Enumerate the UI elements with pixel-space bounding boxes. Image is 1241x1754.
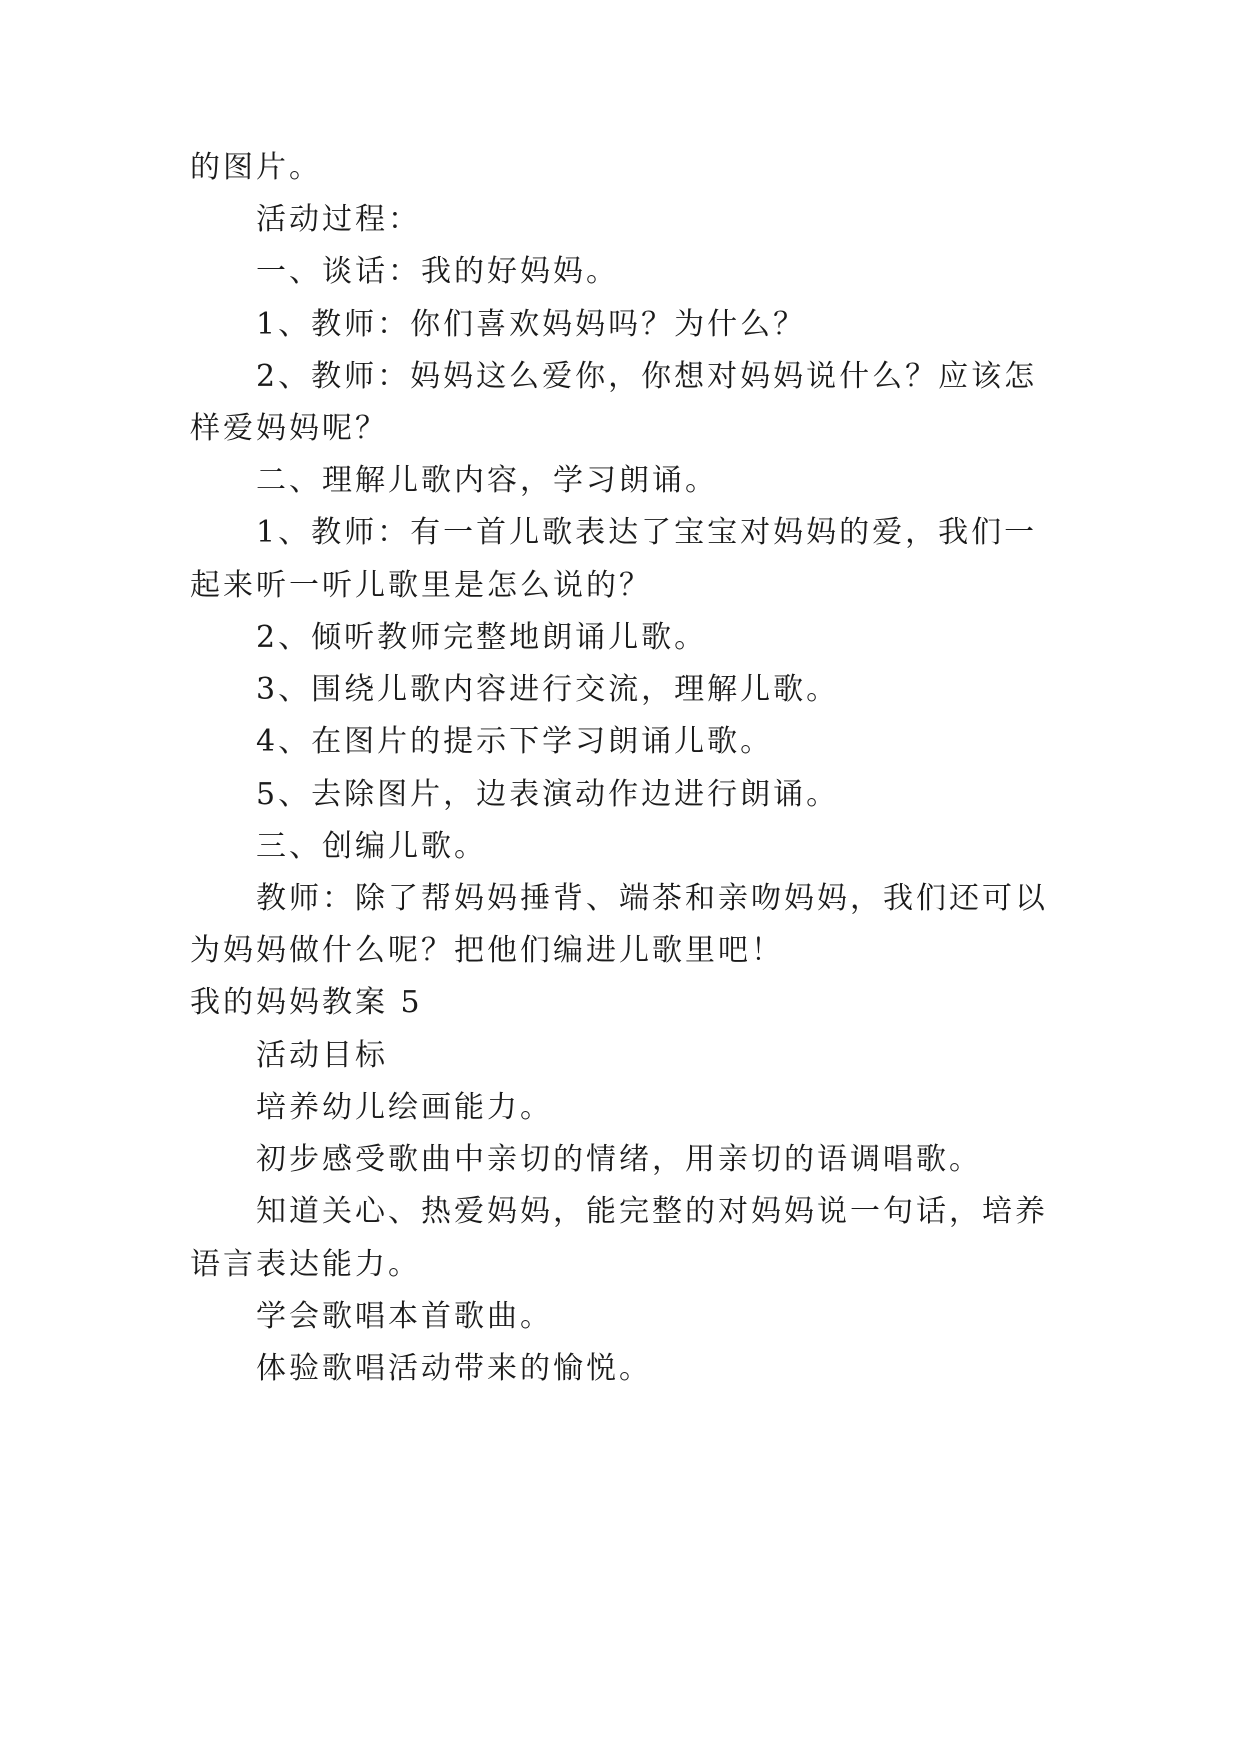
paragraph-line: 初步感受歌曲中亲切的情绪，用亲切的语调唱歌。 (256, 1142, 982, 1177)
section-heading: 一、谈话：我的好妈妈。 (256, 254, 619, 289)
paragraph-line: 2、倾听教师完整地朗诵儿歌。 (256, 620, 708, 655)
paragraph-line: 4、在图片的提示下学习朗诵儿歌。 (256, 724, 774, 759)
paragraph-line: 5、去除图片，边表演动作边进行朗诵。 (256, 777, 840, 812)
paragraph-line: 1、教师：你们喜欢妈妈吗？为什么？ (256, 307, 807, 342)
paragraph-line: 起来听一听儿歌里是怎么说的？ (190, 568, 652, 603)
section-heading: 二、理解儿歌内容，学习朗诵。 (256, 463, 718, 498)
paragraph-line: 学会歌唱本首歌曲。 (256, 1299, 553, 1334)
section-heading: 活动目标 (256, 1038, 388, 1073)
paragraph-line: 的图片。 (190, 150, 322, 185)
paragraph-line: 培养幼儿绘画能力。 (256, 1090, 553, 1125)
paragraph-line: 知道关心、热爱妈妈，能完整的对妈妈说一句话，培养 (256, 1194, 1048, 1229)
paragraph-line: 体验歌唱活动带来的愉悦。 (256, 1351, 652, 1386)
section-heading: 三、创编儿歌。 (256, 829, 487, 864)
paragraph-line: 教师：除了帮妈妈捶背、端茶和亲吻妈妈，我们还可以 (256, 881, 1048, 916)
paragraph-line: 1、教师：有一首儿歌表达了宝宝对妈妈的爱，我们一 (256, 515, 1038, 550)
section-heading: 活动过程： (256, 202, 421, 237)
paragraph-line: 2、教师：妈妈这么爱你，你想对妈妈说什么？应该怎 (256, 359, 1038, 394)
document-title: 我的妈妈教案 5 (190, 985, 423, 1020)
paragraph-line: 3、围绕儿歌内容进行交流，理解儿歌。 (256, 672, 840, 707)
paragraph-line: 为妈妈做什么呢？把他们编进儿歌里吧！ (190, 933, 784, 968)
paragraph-line: 样爱妈妈呢？ (190, 411, 388, 446)
paragraph-line: 语言表达能力。 (190, 1247, 421, 1282)
